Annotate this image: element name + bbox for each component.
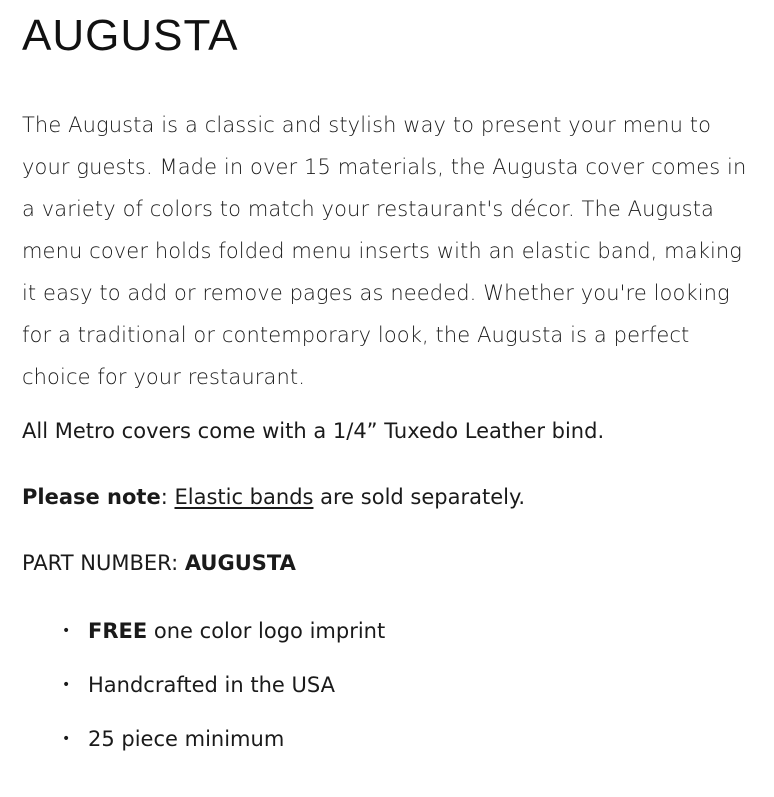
- please-note: [22, 476, 754, 518]
- feature-text: Handcrafted in the USA: [88, 673, 335, 697]
- bind-note: All Metro covers come with a 1/4” Tuxedo Leather bind.: [22, 419, 605, 443]
- product-title: AUGUSTA: [22, 11, 239, 60]
- part-number-value: AUGUSTA: [184, 551, 296, 575]
- please-note-separator: :: [160, 485, 175, 509]
- part-number-label: PART NUMBER:: [22, 551, 185, 575]
- bullet-icon: •: [62, 677, 71, 693]
- bullet-icon: •: [62, 623, 71, 639]
- feature-list: [22, 604, 754, 766]
- feature-bold: FREE: [88, 619, 148, 643]
- feature-text: 25 piece minimum: [88, 727, 285, 751]
- feature-item: [62, 658, 754, 712]
- product-description: The Augusta is a classic and stylish way to present your menu to your guests. Made in over 15 materials, the Augusta cover comes in a variety of colors to match your restaurant's décor. The Augusta menu cover holds folded menu inserts with an elastic band, making it easy to add or remove pages as needed. Whether you're looking for a traditional or contemporary look, the Augusta is a perfect choice for your restaurant.: [22, 113, 747, 389]
- part-number: [22, 542, 754, 584]
- bullet-icon: •: [62, 731, 71, 747]
- feature-item: [62, 712, 754, 766]
- feature-text: one color logo imprint: [147, 619, 386, 643]
- elastic-bands-link[interactable]: Elastic bands: [174, 485, 314, 509]
- please-note-label: Please note: [22, 485, 161, 509]
- feature-item: [62, 604, 754, 658]
- please-note-rest: are sold separately.: [313, 485, 526, 509]
